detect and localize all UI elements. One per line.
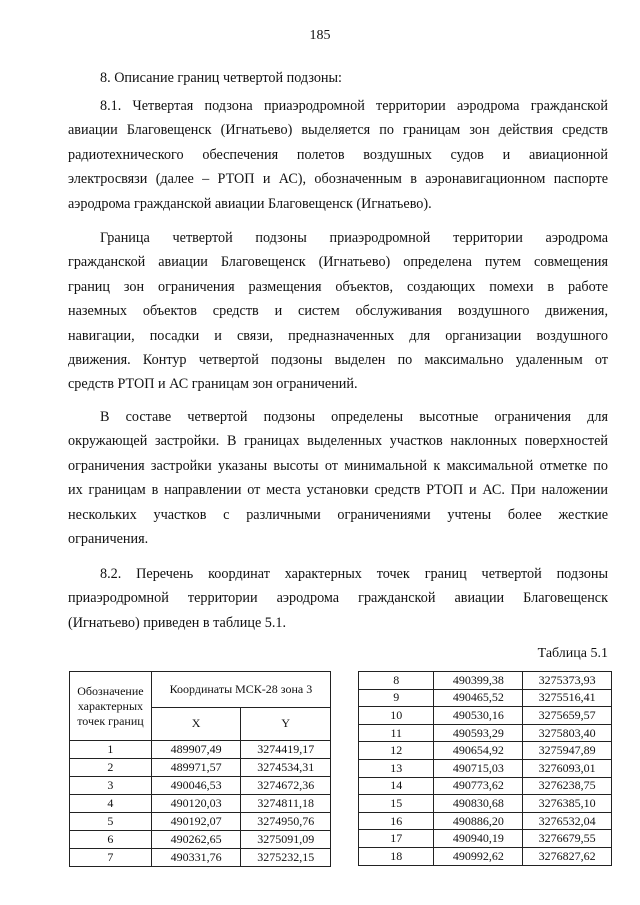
table-row <box>359 847 612 865</box>
page-number: 185 <box>309 28 331 43</box>
x-coordinate-cell: 489907,49 <box>151 741 241 759</box>
paragraph-line: (Игнатьево) приведен в таблице 5.1. <box>68 614 287 631</box>
paragraph-boundary <box>68 226 608 397</box>
point-number-cell: 15 <box>359 795 434 813</box>
paragraph-line: радиотехнического обеспечения полетов воздушных судов и авиационной <box>68 146 608 163</box>
point-number-cell: 11 <box>359 724 434 742</box>
point-number-cell: 16 <box>359 812 434 830</box>
table-row <box>359 830 612 848</box>
y-coordinate-cell: 3275659,57 <box>523 707 612 725</box>
y-coordinate-cell: 3276679,55 <box>523 830 612 848</box>
point-number-cell: 9 <box>359 689 434 707</box>
paragraph-line: движения. Контур четвертой подзоны выделен по максимально удаленным от <box>68 352 608 369</box>
y-coordinate-cell: 3275947,89 <box>523 742 612 760</box>
table-row <box>359 689 612 707</box>
point-number-cell: 3 <box>70 777 152 795</box>
x-coordinate-cell: 490331,76 <box>151 849 241 867</box>
paragraph-line: наземных объектов средств и систем обслуживания воздушного движения, <box>68 303 608 320</box>
x-coordinate-cell: 490886,20 <box>434 812 523 830</box>
y-coordinate-cell: 3275091,09 <box>241 831 331 849</box>
paragraph-line: ограничения застройки указаны высоты от минимальной к максимальной отметке по <box>68 457 608 474</box>
x-coordinate-cell: 490992,62 <box>434 847 523 865</box>
paragraph-line: окружающей застройки. В границах выделенных участков наклонных поверхностей <box>68 433 608 450</box>
point-number-cell: 7 <box>70 849 152 867</box>
y-coordinate-cell: 3276093,01 <box>523 759 612 777</box>
point-number-cell: 5 <box>70 813 152 831</box>
point-number-cell: 12 <box>359 742 434 760</box>
paragraph-line: 8.1. Четвертая подзона приаэродромной территории аэродрома гражданской <box>100 98 608 114</box>
paragraph-line: средств РТОП и АС границам зон ограничений. <box>68 376 358 393</box>
x-coordinate-cell: 490120,03 <box>151 795 241 813</box>
paragraph-line: гражданской авиации Благовещенск (Игнатьево) определена путем совмещения <box>68 254 608 271</box>
table-row <box>70 777 331 795</box>
point-number-cell: 6 <box>70 831 152 849</box>
table-row <box>359 707 612 725</box>
table-row <box>359 812 612 830</box>
paragraph-8-1 <box>68 94 608 216</box>
table-row <box>359 724 612 742</box>
paragraph-line: В составе четвертой подзоны определены высотные ограничения для <box>100 409 608 425</box>
paragraph-line: приаэродромной территории аэродрома гражданской авиации Благовещенск <box>68 590 608 607</box>
paragraph-line: авиации Благовещенск (Игнатьево) выделяется по границам зон действия средств <box>68 122 608 139</box>
paragraph-line: электросвязи (далее – РТОП и АС), обозначенным в аэронавигационном паспорте <box>68 171 608 188</box>
designation-header: Обозначение характерных точек границ <box>70 672 152 741</box>
y-coordinate-cell: 3276827,62 <box>523 847 612 865</box>
section-heading: 8. Описание границ четвертой подзоны: <box>100 70 342 86</box>
x-header: X <box>151 707 241 741</box>
paragraph-line: границ зон ограничения размещения объектов, создающих помехи в работе <box>68 278 608 295</box>
y-coordinate-cell: 3276532,04 <box>523 812 612 830</box>
x-coordinate-cell: 489971,57 <box>151 759 241 777</box>
point-number-cell: 13 <box>359 759 434 777</box>
table-row <box>70 795 331 813</box>
coordinates-table-right <box>358 671 612 866</box>
x-coordinate-cell: 490940,19 <box>434 830 523 848</box>
table-row <box>359 742 612 760</box>
coordinates-table-left <box>69 671 331 867</box>
table-row <box>70 849 331 867</box>
y-coordinate-cell: 3275516,41 <box>523 689 612 707</box>
y-coordinate-cell: 3275232,15 <box>241 849 331 867</box>
table-row <box>359 672 612 690</box>
x-coordinate-cell: 490399,38 <box>434 672 523 690</box>
paragraph-line: навигации, посадки и связи, предназначенных для организации воздушного <box>68 327 608 344</box>
coordinates-header: Координаты МСК-28 зона 3 <box>151 672 330 708</box>
point-number-cell: 8 <box>359 672 434 690</box>
point-number-cell: 18 <box>359 847 434 865</box>
x-coordinate-cell: 490192,07 <box>151 813 241 831</box>
table-row <box>70 831 331 849</box>
paragraph-line: 8.2. Перечень координат характерных точек границ четвертой подзоны <box>100 566 608 582</box>
point-number-cell: 4 <box>70 795 152 813</box>
y-coordinate-cell: 3275373,93 <box>523 672 612 690</box>
table-row <box>359 795 612 813</box>
x-coordinate-cell: 490530,16 <box>434 707 523 725</box>
table-row <box>359 759 612 777</box>
x-coordinate-cell: 490654,92 <box>434 742 523 760</box>
paragraph-8-2 <box>68 562 608 635</box>
paragraph-line: ограничения. <box>68 531 149 548</box>
x-coordinate-cell: 490715,03 <box>434 759 523 777</box>
table-row <box>70 741 331 759</box>
paragraph-height-limits <box>68 405 608 551</box>
table-row <box>70 759 331 777</box>
table-row <box>70 813 331 831</box>
x-coordinate-cell: 490262,65 <box>151 831 241 849</box>
y-header: Y <box>241 707 331 741</box>
y-coordinate-cell: 3275803,40 <box>523 724 612 742</box>
point-number-cell: 10 <box>359 707 434 725</box>
table-caption: Таблица 5.1 <box>537 646 608 661</box>
y-coordinate-cell: 3274811,18 <box>241 795 331 813</box>
x-coordinate-cell: 490830,68 <box>434 795 523 813</box>
y-coordinate-cell: 3276238,75 <box>523 777 612 795</box>
paragraph-line: аэродрома гражданской авиации Благовещенск (Игнатьево). <box>68 195 432 212</box>
x-coordinate-cell: 490465,52 <box>434 689 523 707</box>
x-coordinate-cell: 490593,29 <box>434 724 523 742</box>
y-coordinate-cell: 3274672,36 <box>241 777 331 795</box>
x-coordinate-cell: 490046,53 <box>151 777 241 795</box>
point-number-cell: 1 <box>70 741 152 759</box>
y-coordinate-cell: 3274950,76 <box>241 813 331 831</box>
y-coordinate-cell: 3276385,10 <box>523 795 612 813</box>
point-number-cell: 14 <box>359 777 434 795</box>
point-number-cell: 17 <box>359 830 434 848</box>
y-coordinate-cell: 3274534,31 <box>241 759 331 777</box>
x-coordinate-cell: 490773,62 <box>434 777 523 795</box>
table-row <box>359 777 612 795</box>
paragraph-line: Граница четвертой подзоны приаэродромной территории аэродрома <box>100 230 608 246</box>
y-coordinate-cell: 3274419,17 <box>241 741 331 759</box>
paragraph-line: нескольких участков с различными ограничениями учтены более жесткие <box>68 506 608 523</box>
paragraph-line: их границам в направлении от места установки средств РТОП и АС. При наложении <box>68 482 608 499</box>
point-number-cell: 2 <box>70 759 152 777</box>
